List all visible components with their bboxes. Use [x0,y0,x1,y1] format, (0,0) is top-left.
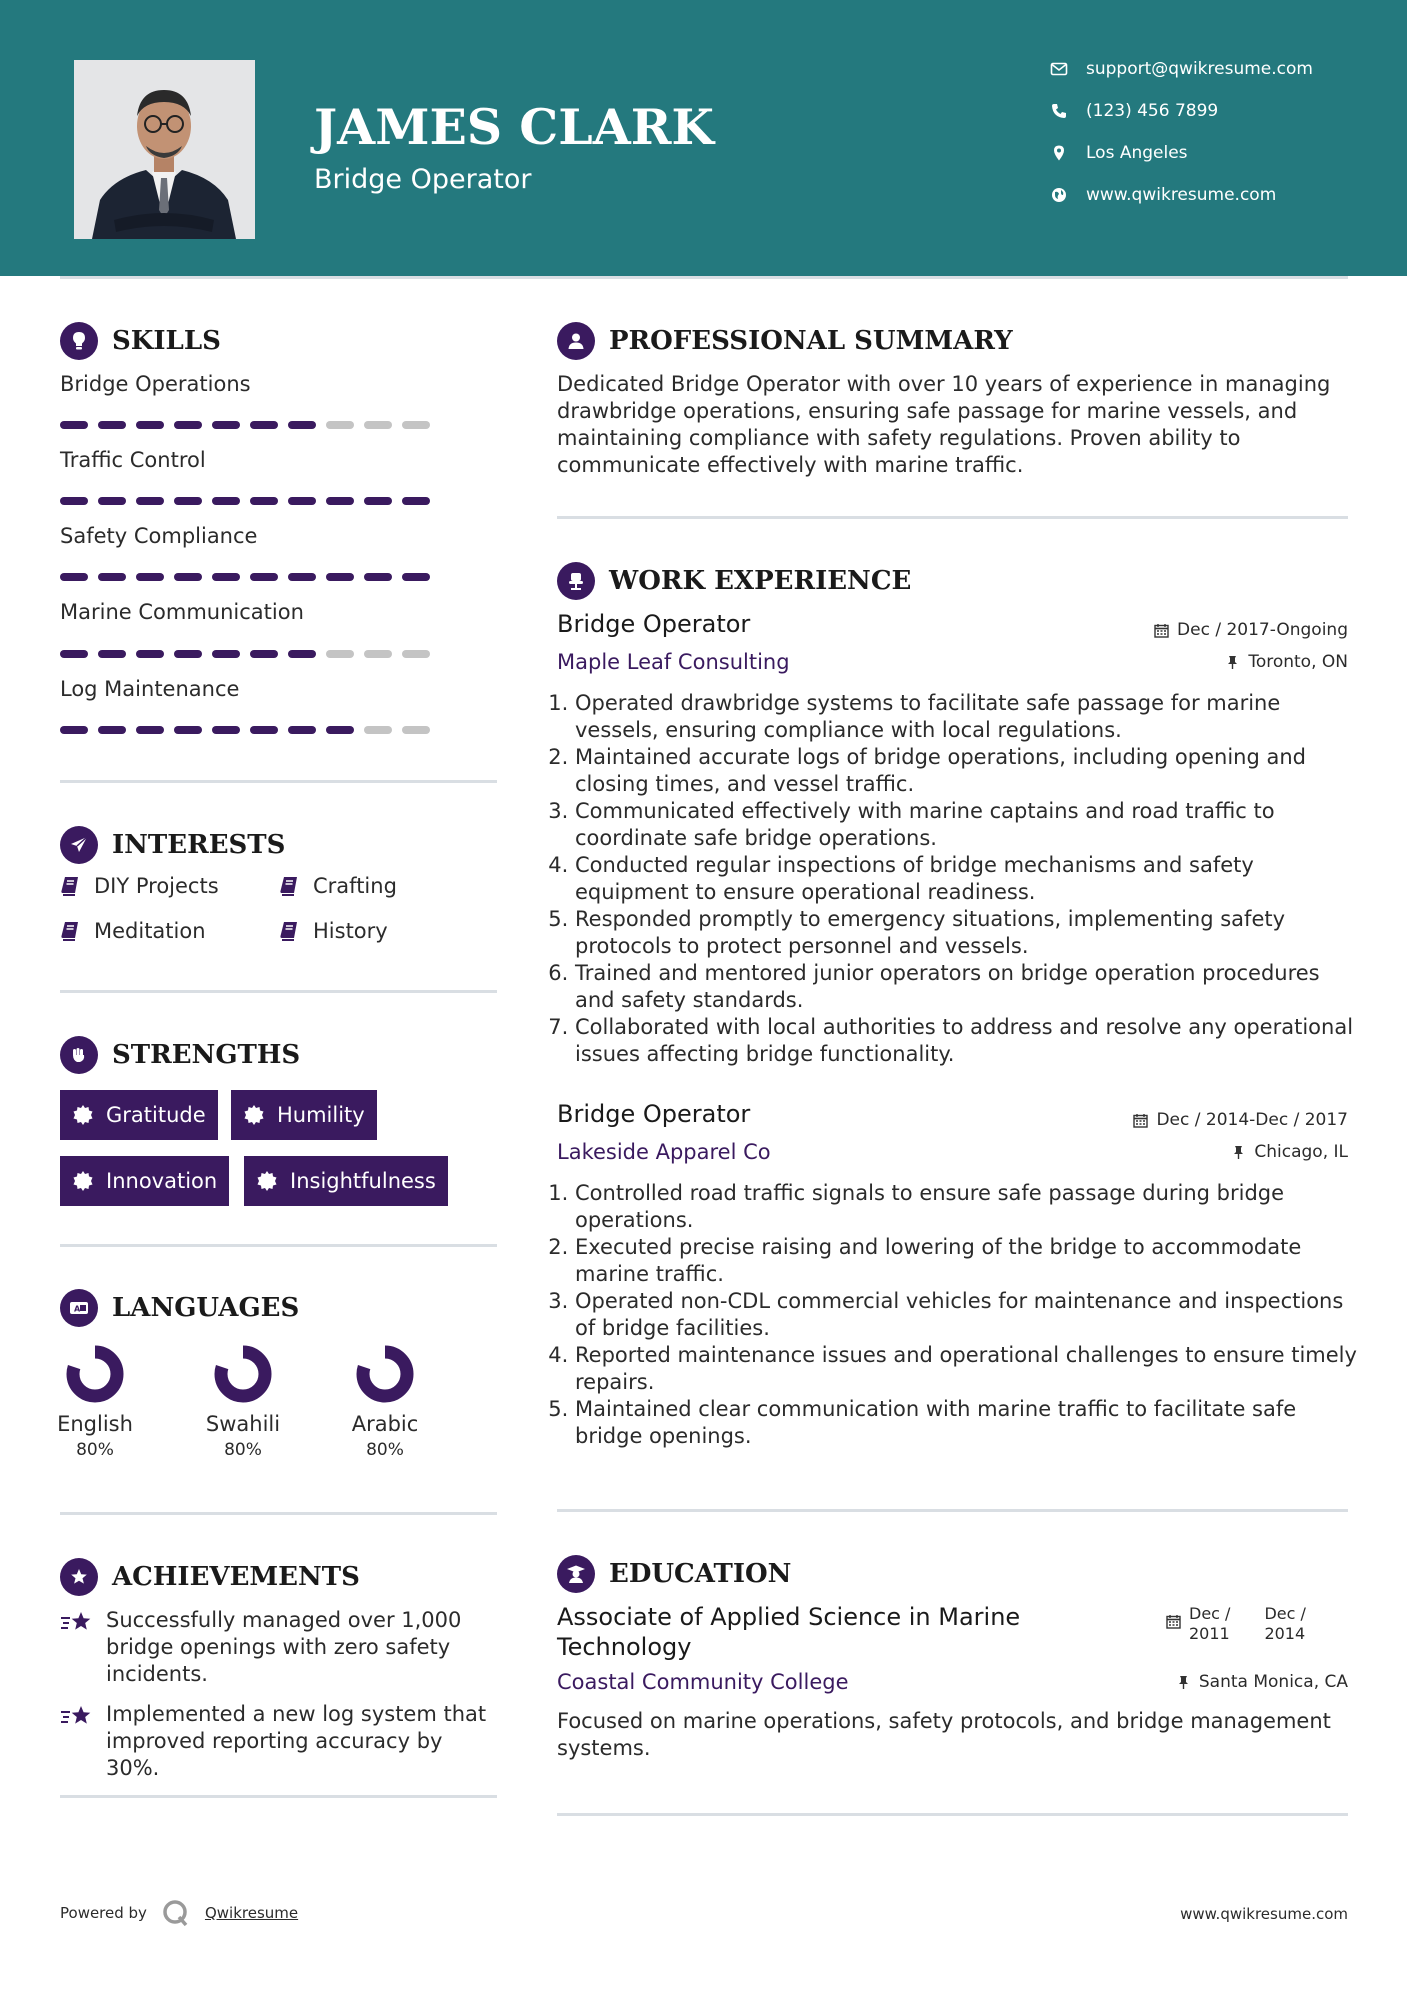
skill-dash [326,497,354,505]
summary-text: Dedicated Bridge Operator with over 10 years of experience in managing drawbridge operations, ensuring safe passage for marine vessels, and maintaining compliance with safety regulations. Proven ability to communicate effectively with marine traffic. [557,372,1331,477]
language-progress-ring [353,1342,417,1406]
skill-name: Marine Communication [60,600,304,624]
language-percent: 80% [76,1440,114,1460]
job-duty-item: 7. Collaborated with local authorities to address and resolve any operational issues affecting bridge functionality. [575,1014,1357,1068]
language-progress-ring [211,1342,275,1406]
section-divider [60,990,497,993]
skill-dash [250,726,278,734]
contact-phone-text: (123) 456 7899 [1086,101,1219,121]
strength-badge: Insightfulness [244,1156,448,1206]
job-duty-item: 4. Conducted regular inspections of bridge mechanisms and safety equipment to ensure operational readiness. [575,852,1357,906]
skill-dash [326,726,354,734]
language-item [183,1342,303,1460]
language-percent: 80% [366,1440,404,1460]
qwikresume-logo-icon [161,1898,191,1928]
skill-dash [212,726,240,734]
language-item [35,1342,155,1460]
interests-heading: INTERESTS [60,826,285,864]
skill-dash [250,421,278,429]
contact-email-text: support@qwikresume.com [1086,59,1313,79]
skill-dash [212,573,240,581]
education-dates [1166,1604,1306,1644]
language-progress-arc [221,1352,265,1396]
star-badge-icon [60,1558,98,1596]
interest-item: DIY Projects [60,874,219,898]
skill-dash [98,726,126,734]
footer-powered-by: Powered by Qwikresume [60,1898,298,1928]
language-item [325,1342,445,1460]
job-duty-item: 1. Operated drawbridge systems to facilitate safe passage for marine vessels, ensuring compliance with local regulations. [575,690,1357,744]
skill-bar [60,573,440,581]
globe-icon [1050,186,1068,204]
education-description: Focused on marine operations, safety protocols, and bridge management systems. [557,1709,1331,1760]
skill-dash [364,497,392,505]
skill-dash [326,573,354,581]
calendar-icon [1166,1614,1181,1629]
language-name: Arabic [351,1412,419,1436]
skill-dash [136,650,164,658]
education-heading: EDUCATION [557,1555,791,1593]
graduate-icon [557,1555,595,1593]
language-progress-arc [363,1352,407,1396]
interest-item: Crafting [279,874,397,898]
skill-dash [288,650,316,658]
section-divider [557,516,1348,519]
section-divider [557,1509,1348,1512]
interest-item: Meditation [60,919,206,943]
skill-dash [250,650,278,658]
strength-badge: Gratitude [60,1090,218,1140]
education-location: Santa Monica, CA [1176,1672,1348,1692]
skill-name: Log Maintenance [60,677,240,701]
skill-dash [364,650,392,658]
footer-website[interactable]: www.qwikresume.com [1180,1905,1348,1923]
profile-photo [74,60,255,239]
job-duty-item: 1. Controlled road traffic signals to ensure safe passage during bridge operations. [575,1180,1357,1234]
skill-dash [326,650,354,658]
shooting-star-icon [60,1609,94,1639]
skill-bar [60,497,440,505]
skill-dash [174,497,202,505]
map-pin-icon [1050,144,1068,162]
office-chair-icon [557,562,595,600]
envelope-icon [1050,60,1068,78]
company-name: Maple Leaf Consulting [557,650,790,674]
skill-name: Safety Compliance [60,524,258,548]
school-name: Coastal Community College [557,1670,849,1694]
candidate-name: JAMES CLARK [314,98,715,156]
skill-dash [174,573,202,581]
strengths-heading: STRENGTHS [60,1036,300,1074]
lightbulb-icon [60,322,98,360]
achievements-heading: ACHIEVEMENTS [60,1558,360,1596]
language-progress-arc [73,1352,117,1396]
skill-dash [364,421,392,429]
pushpin-icon [1225,655,1240,670]
strength-badge: Innovation [60,1156,229,1206]
skill-dash [60,497,88,505]
skill-dash [60,573,88,581]
skill-dash [402,421,430,429]
experience-heading: WORK EXPERIENCE [557,562,911,600]
skill-name: Bridge Operations [60,372,251,396]
skill-dash [250,497,278,505]
skill-dash [288,421,316,429]
resume-header [0,0,1407,276]
contact-phone[interactable] [1050,101,1218,121]
skill-bar [60,650,440,658]
skill-dash [402,573,430,581]
skill-dash [326,421,354,429]
job-title: Bridge Operator [557,1100,751,1128]
job-duties [557,1180,1357,1450]
language-name: English [57,1412,133,1436]
skill-dash [212,421,240,429]
skill-dash [402,650,430,658]
job-duty-item: 2. Maintained accurate logs of bridge operations, including opening and closing times, and vessel traffic. [575,744,1357,798]
skill-dash [288,573,316,581]
skills-heading: SKILLS [60,322,221,360]
section-divider [60,1795,497,1798]
book-icon [60,920,80,942]
job-duty-item: 6. Trained and mentored junior operators on bridge operation procedures and safety standards. [575,960,1357,1014]
skill-dash [174,726,202,734]
section-divider [60,1244,497,1247]
degree-title: Associate of Applied Science in Marine Technology [557,1603,1021,1661]
skill-dash [136,726,164,734]
skill-dash [288,497,316,505]
contact-location-text: Los Angeles [1086,143,1188,163]
interest-item: History [279,919,388,943]
skill-dash [250,573,278,581]
shooting-star-icon [60,1703,94,1733]
book-icon [279,875,299,897]
user-icon [557,322,595,360]
job-duties [557,690,1357,1068]
job-title: Bridge Operator [557,610,751,638]
skill-dash [364,573,392,581]
skill-bar [60,421,440,429]
language-name: Swahili [205,1412,281,1436]
achievement-item: Implemented a new log system that improved reporting accuracy by 30%. [60,1701,500,1782]
pushpin-icon [1176,1675,1191,1690]
language-percent: 80% [224,1440,262,1460]
fist-icon [60,1036,98,1074]
job-duty-item: 2. Executed precise raising and lowering of the bridge to accommodate marine traffic. [575,1234,1357,1288]
skill-bar [60,726,440,734]
translate-icon [60,1289,98,1327]
section-divider [60,1512,497,1515]
section-divider [557,1813,1348,1816]
phone-icon [1050,102,1068,120]
certificate-icon [72,1170,94,1192]
contact-website[interactable] [1050,185,1276,205]
skill-dash [98,573,126,581]
job-location: Chicago, IL [1231,1142,1348,1162]
skill-name: Traffic Control [60,448,206,472]
job-duty-item: 4. Reported maintenance issues and operational challenges to ensure timely repairs. [575,1342,1357,1396]
skill-dash [402,726,430,734]
book-icon [279,920,299,942]
skill-dash [60,650,88,658]
certificate-icon [256,1170,278,1192]
skill-dash [98,497,126,505]
skill-dash [136,421,164,429]
certificate-icon [243,1104,265,1126]
pushpin-icon [1231,1145,1246,1160]
header-divider [60,276,1348,279]
calendar-icon [1154,623,1169,638]
job-date: Dec / 2017-Ongoing [1154,620,1348,640]
job-duty-item: 3. Operated non-CDL commercial vehicles for maintenance and inspections of bridge facilities. [575,1288,1357,1342]
summary-heading: PROFESSIONAL SUMMARY [557,322,1013,360]
skill-dash [98,650,126,658]
skill-dash [136,573,164,581]
job-duty-item: 3. Communicated effectively with marine captains and road traffic to coordinate safe bridge operations. [575,798,1357,852]
contact-location [1050,143,1188,163]
education-end-date: Dec / 2014 [1264,1604,1306,1643]
education-start-date: Dec / 2011 [1189,1604,1231,1643]
job-date: Dec / 2014-Dec / 2017 [1133,1110,1348,1130]
language-progress-ring [63,1342,127,1406]
skill-dash [60,726,88,734]
skill-dash [212,497,240,505]
job-duty-item: 5. Maintained clear communication with marine traffic to facilitate safe bridge openings. [575,1396,1357,1450]
job-location: Toronto, ON [1225,652,1348,672]
job-duty-item: 5. Responded promptly to emergency situations, implementing safety protocols to protect personnel and vessels. [575,906,1357,960]
skill-dash [136,497,164,505]
contact-email[interactable] [1050,59,1313,79]
skill-dash [98,421,126,429]
skill-dash [174,421,202,429]
paper-plane-icon [60,826,98,864]
certificate-icon [72,1104,94,1126]
strength-badge: Humility [231,1090,377,1140]
calendar-icon [1133,1113,1148,1128]
candidate-title: Bridge Operator [314,164,532,195]
skill-dash [288,726,316,734]
footer-brand-link[interactable]: Qwikresume [204,1904,299,1922]
skill-dash [364,726,392,734]
skill-dash [174,650,202,658]
contact-website-text: www.qwikresume.com [1086,185,1277,205]
skill-dash [212,650,240,658]
company-name: Lakeside Apparel Co [557,1140,771,1164]
skill-dash [402,497,430,505]
book-icon [60,875,80,897]
languages-heading: A LANGUAGES [60,1289,299,1327]
skill-dash [60,421,88,429]
achievement-item: Successfully managed over 1,000 bridge openings with zero safety incidents. [60,1607,500,1688]
section-divider [60,780,497,783]
svg-text:A: A [74,1304,81,1314]
